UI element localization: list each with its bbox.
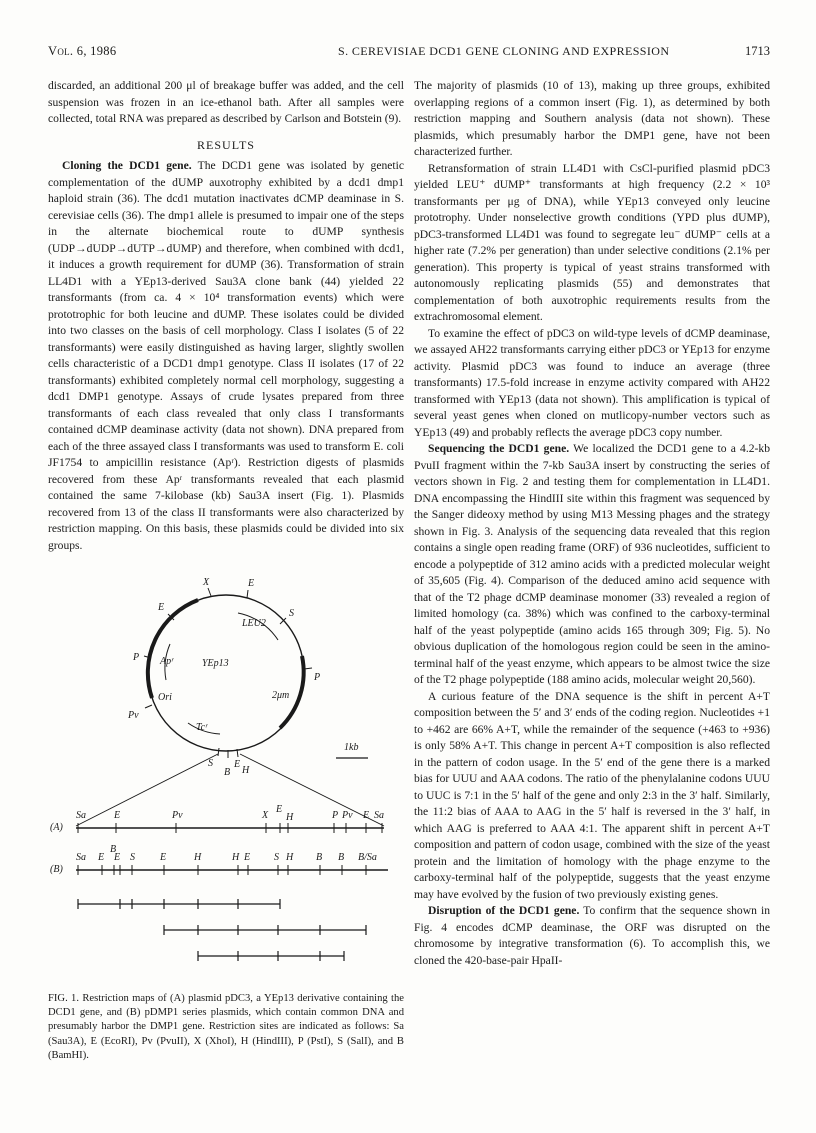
- scale-label: 1kb: [344, 742, 359, 753]
- row-b-label: (B): [50, 864, 63, 875]
- circle-site-ticks: [144, 588, 312, 758]
- site-p-circle-right: P: [314, 672, 321, 683]
- row-b-site: E: [244, 852, 251, 863]
- figure-1: [48, 568, 404, 1133]
- sequencing-paragraph: [414, 441, 770, 689]
- row-b-site: H: [232, 852, 240, 863]
- row-b-site: B: [338, 852, 345, 863]
- cloning-heading: Cloning the DCD1 gene.: [62, 159, 192, 172]
- left-column: [48, 78, 404, 1133]
- sequencing-heading: Sequencing the DCD1 gene.: [428, 442, 570, 455]
- cloning-text: The DCD1 gene was isolated by genetic complementation of the dUMP auxotrophy exhibited by a dcd1 dmp1 haploid strain (36). The dcd1 mutation inactivates dCMP deaminase in S. cerevisiae cells (36). The dmp1 allele is presumed to impair one of the steps in the alternate biochemical route to dUMP synthesis (UDP→dUDP→dUTP→dUMP) and therefore, when combined with dcd1, it induces a growth requirement for dUMP (36). Transformation of strain LL4D1 with a YEp13-derived Sau3A clone bank (44) yielded 22 transformants (from ca. 4 × 10⁴ transformation events) which were prototrophic for both leucine and dUMP. These isolates could be divided into two classes on the basis of cell morphology. Class I isolates (5 of 22 transformants) were easily distinguished as having larger, slightly swollen cells characteristic of a DCD1 dmp1 genotype. Class II isolates (17 of 22 transformants) exhibited completely normal cell morphology, suggesting a dcd1 DMP1 genotype. Assays of crude lysates prepared from three transformants of each class revealed that only class I transformants contained dCMP deaminase activity (data not shown). DNA prepared from each of the three assayed class I transformants was used to transform E. coli JF1754 to ampicillin resistance (Apʳ). Restriction digests of plasmids recovered from these Apʳ transformants revealed that each plasmid contained the same 7-kilobase (kb) Sau3A insert (Fig. 1). Plasmids recovered from 13 of the class II transformants were also characterized by restriction mapping. On this basis, these plasmids could be divided into six groups.: [48, 159, 404, 552]
- site-pv-circle: Pv: [128, 710, 139, 721]
- row-b-site: S: [130, 852, 135, 863]
- site-s-circle-bottom: S: [208, 758, 213, 769]
- sequencing-text: We localized the DCD1 gene to a 4.2-kb PvuII fragment within the 7-kb Sau3A insert by constructing the series of vectors shown in Fig. 2 and testing them for complementation in LL4D1. DNA encompassing the HindIII site within this fragment was sequenced by the Sanger dideoxy method by using M13 Messing phages and the strategy shown in Fig. 3. Analysis of the sequencing data revealed that this region contains a single open reading frame (ORF) of 936 nucleotides, sufficient to encode a polypeptide of 312 amino acids with a predicted molecular weight of 35,605 (Fig. 4). Comparison of the deduced amino acid sequence with that of the T2 phage dCMP deaminase monomer (33) revealed a region of limited homology (ca. 38%) which was confined to the carboxy-terminal half of the yeast polypeptide (amino acids 165 through 309; Fig. 5). No obvious duplication of the homologous region could be seen in the amino-terminal half of the yeast enzyme, which appears to be almost twice the size of the T2 phage polypeptide (188 amino acids, molecular weight 20,560).: [414, 442, 770, 686]
- row-b-site: B/Sa: [358, 852, 377, 863]
- site-e-circle-left: E: [158, 602, 165, 613]
- intro-paragraph: discarded, an additional 200 μl of breakage buffer was added, and the cell suspension was frozen in an ice-ethanol bath. After all samples were collected, total RNA was prepared as described by Carlson and Botstein (9).: [48, 79, 404, 125]
- row-a-site: X: [262, 810, 269, 821]
- site-e-circle: E: [248, 578, 255, 589]
- row-a-site: E: [276, 804, 283, 815]
- row-b-site: H: [194, 852, 202, 863]
- running-title: S. CEREVISIAE DCD1 GENE CLONING AND EXPRESSION: [338, 44, 670, 58]
- paragraph-at-composition: A curious feature of the DNA sequence is the shift in percent A+T composition between the 5′ and 3′ ends of the coding region. Nucleotides +1 to +462 are 66% A+T, while the remainder of the sequence (+463 to +936) is only 58% A+T. This change in percent A+T composition is also reflected in the pattern of codon usage. In the 5′ end of the gene there is a marked bias for UUU and AAA codons. The ratio of the phenylalanine codons UUU to UUC is 7:1 in the 5′ half of the gene and only 2:3 in the 3′ half. Similarly, the 11:2 bias of AAA to AAG in the 5′ half is reversed in the 3′ half, in which AAG is preferred to AAA 4:1. The apparent shift in percent A+T composition and pattern of codon usage, combined with the size of the yeast protein and the limitation of homology with the phage enzyme to the carboxy-terminal half of the polypeptide, suggests that the yeast enzyme may have evolved by the fusion of two previously existing genes.: [414, 689, 770, 901]
- ori-label: Ori: [158, 692, 172, 703]
- row-a-site: P: [332, 810, 339, 821]
- row-b-site: E: [160, 852, 167, 863]
- paragraph-plasmid-groups: The majority of plasmids (10 of 13), making up three groups, exhibited overlapping regions of a common insert (Fig. 1), as determined by both restriction mapping and Southern analysis (data not shown). These plasmids, which presumably harbor the DMP1 gene, have not been characterized further.: [414, 79, 770, 158]
- row-b-site: B: [110, 844, 117, 855]
- row-a-site: E: [114, 810, 121, 821]
- site-p-circle-left: P: [133, 652, 140, 663]
- fan-line-left: [76, 754, 218, 826]
- clone-overlap-lines: [78, 899, 366, 961]
- row-b-site: B: [316, 852, 323, 863]
- paragraph-retransformation: Retransformation of strain LL4D1 with CsCl-purified plasmid pDC3 yielded LEU⁺ dUMP⁺ transformants at high frequency (2.2 × 10³ transformants per μg of DNA), while YEp13 conveyed only leucine prototrophy. Under nonselective growth conditions (YPD plus dUMP), pDC3-transformed LL4D1 was found to segregate leu⁻ dUMP⁻ cells at a higher rate (7.2% per generation) than under selective conditions (2.1% per generation). This property is typical of yeast strains transformed with autonomously replicating plasmids (55) and demonstrates that complementation of both auxotrophic requirements results from the extrachromosomal element.: [414, 161, 770, 323]
- results-heading: RESULTS: [197, 137, 255, 152]
- right-column: [414, 78, 770, 969]
- plasmid-insert-arc: [148, 600, 198, 698]
- site-b-circle-bottom: B: [224, 767, 231, 778]
- disruption-text: To confirm that the sequence shown in Fig. 4 encodes dCMP deaminase, the ORF was disrupted on the chromosome by integrative transformation (6). To accomplish this, we cloned the 420-base-pair HpaII-: [414, 904, 770, 967]
- row-a-site: Sa: [76, 810, 86, 821]
- journal-volume: Vol. 6, 1986: [48, 44, 117, 58]
- disruption-paragraph: [414, 903, 770, 969]
- cloning-paragraph: [48, 158, 404, 554]
- row-a-site: Pv: [342, 810, 353, 821]
- row-a-site: Pv: [172, 810, 183, 821]
- disruption-heading: Disruption of the DCD1 gene.: [428, 904, 580, 917]
- row-a-label: (A): [50, 822, 63, 833]
- row-b-site: Sa: [76, 852, 86, 863]
- row-a-site-labels: [76, 804, 384, 823]
- row-b-site-labels: [76, 844, 377, 863]
- circle-site-labels: [127, 577, 320, 778]
- row-a-site: Sa: [374, 810, 384, 821]
- row-b-site: H: [286, 852, 294, 863]
- apr-label: Apʳ: [160, 656, 174, 667]
- restriction-map-diagram: [48, 568, 404, 988]
- paragraph-enzyme-activity: To examine the effect of pDC3 on wild-type levels of dCMP deaminase, we assayed AH22 transformants carrying either pDC3 or YEp13 for enzyme activity. Plasmid pDC3 was found to induce an average (three transformants) 17.5-fold increase in enzyme activity compared with AH22 transformed with YEp13 (data not shown). This amplification is typical of several yeast genes when cloned on mutlicopy-number vectors such as YEp13 (49) and probably reflects the average pDC3 copy number.: [414, 326, 770, 439]
- page-header: [48, 44, 770, 62]
- site-s-circle: S: [289, 608, 294, 619]
- two-micron-label: 2μm: [272, 690, 290, 701]
- tcr-label: Tcʳ: [196, 722, 208, 733]
- row-b-site: E: [114, 852, 121, 863]
- site-x-circle: X: [203, 577, 210, 588]
- page-number: 1713: [745, 44, 770, 58]
- row-a-site: E: [363, 810, 370, 821]
- plasmid-name-label: YEp13: [202, 658, 229, 669]
- site-h-circle-bottom: H: [242, 765, 250, 776]
- site-e-circle-bottom: E: [234, 759, 241, 770]
- row-b-site: E: [98, 852, 105, 863]
- row-a-site: H: [286, 812, 294, 823]
- row-b-site: S: [274, 852, 279, 863]
- figure-1-caption: FIG. 1. Restriction maps of (A) plasmid pDC3, a YEp13 derivative containing the DCD1 gene, and (B) pDMP1 series plasmids, which contain common DNA and presumably harbor the DMP1 gene. Restriction sites are indicated as follows: Sa (Sau3A), E (EcoRI), Pv (PvuII), X (XhoI), H (HindIII), P (PstI), S (SalI), and B (BamHI).: [48, 993, 404, 1061]
- leu2-label: LEU2: [242, 618, 266, 629]
